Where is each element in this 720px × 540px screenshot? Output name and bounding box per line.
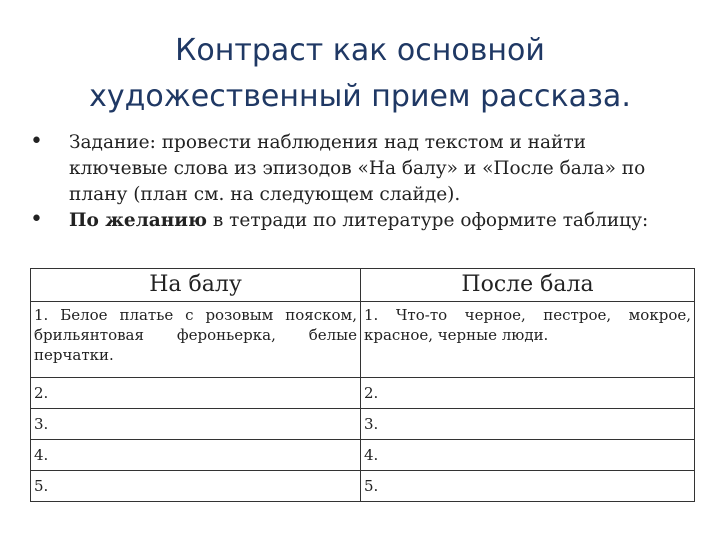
table-cell: 3. (361, 409, 695, 440)
bullet-task-line-3: плану (план см. на следующем слайде). (69, 184, 461, 205)
bullet-task-line-2: ключевые слова из эпизодов «На балу» и «После бала» по (69, 158, 646, 179)
bullet-item-task (30, 130, 700, 208)
bullet-dot-icon: • (30, 129, 43, 154)
table-row (31, 409, 695, 440)
table-cell: 1. Что-то черное, пестрое, мокрое, красное, черные люди. (361, 302, 695, 378)
table-header-na-balu: На балу (31, 269, 361, 302)
table-header-posle-bala: После бала (361, 269, 695, 302)
table-cell: 5. (31, 471, 361, 502)
slide-title (20, 28, 700, 120)
bullet-dot-icon: • (30, 207, 43, 232)
bullet-task-line-1: Задание: провести наблюдения над текстом и найти (69, 132, 586, 153)
bullet-optional-lead: По желанию (69, 210, 207, 231)
bullet-list (30, 130, 700, 234)
table-header-row (31, 269, 695, 302)
bullet-optional-rest: в тетради по литературе оформите таблицу: (206, 210, 649, 231)
table-cell: 5. (361, 471, 695, 502)
table-row (31, 440, 695, 471)
table-row (31, 471, 695, 502)
table-cell: 4. (361, 440, 695, 471)
table-cell: 1. Белое платье с розовым пояском, брильянтовая фероньерка, белые перчатки. (31, 302, 361, 378)
comparison-table (30, 268, 695, 502)
table-cell: 2. (31, 378, 361, 409)
table-row (31, 378, 695, 409)
table-row (31, 302, 695, 378)
table-cell: 3. (31, 409, 361, 440)
table-cell: 2. (361, 378, 695, 409)
bullet-item-optional (30, 208, 700, 234)
bullet-optional-line (69, 208, 700, 234)
slide-title-line-1: Контраст как основной (175, 33, 545, 68)
slide-title-line-2: художественный прием рассказа. (89, 79, 631, 114)
table-cell: 4. (31, 440, 361, 471)
